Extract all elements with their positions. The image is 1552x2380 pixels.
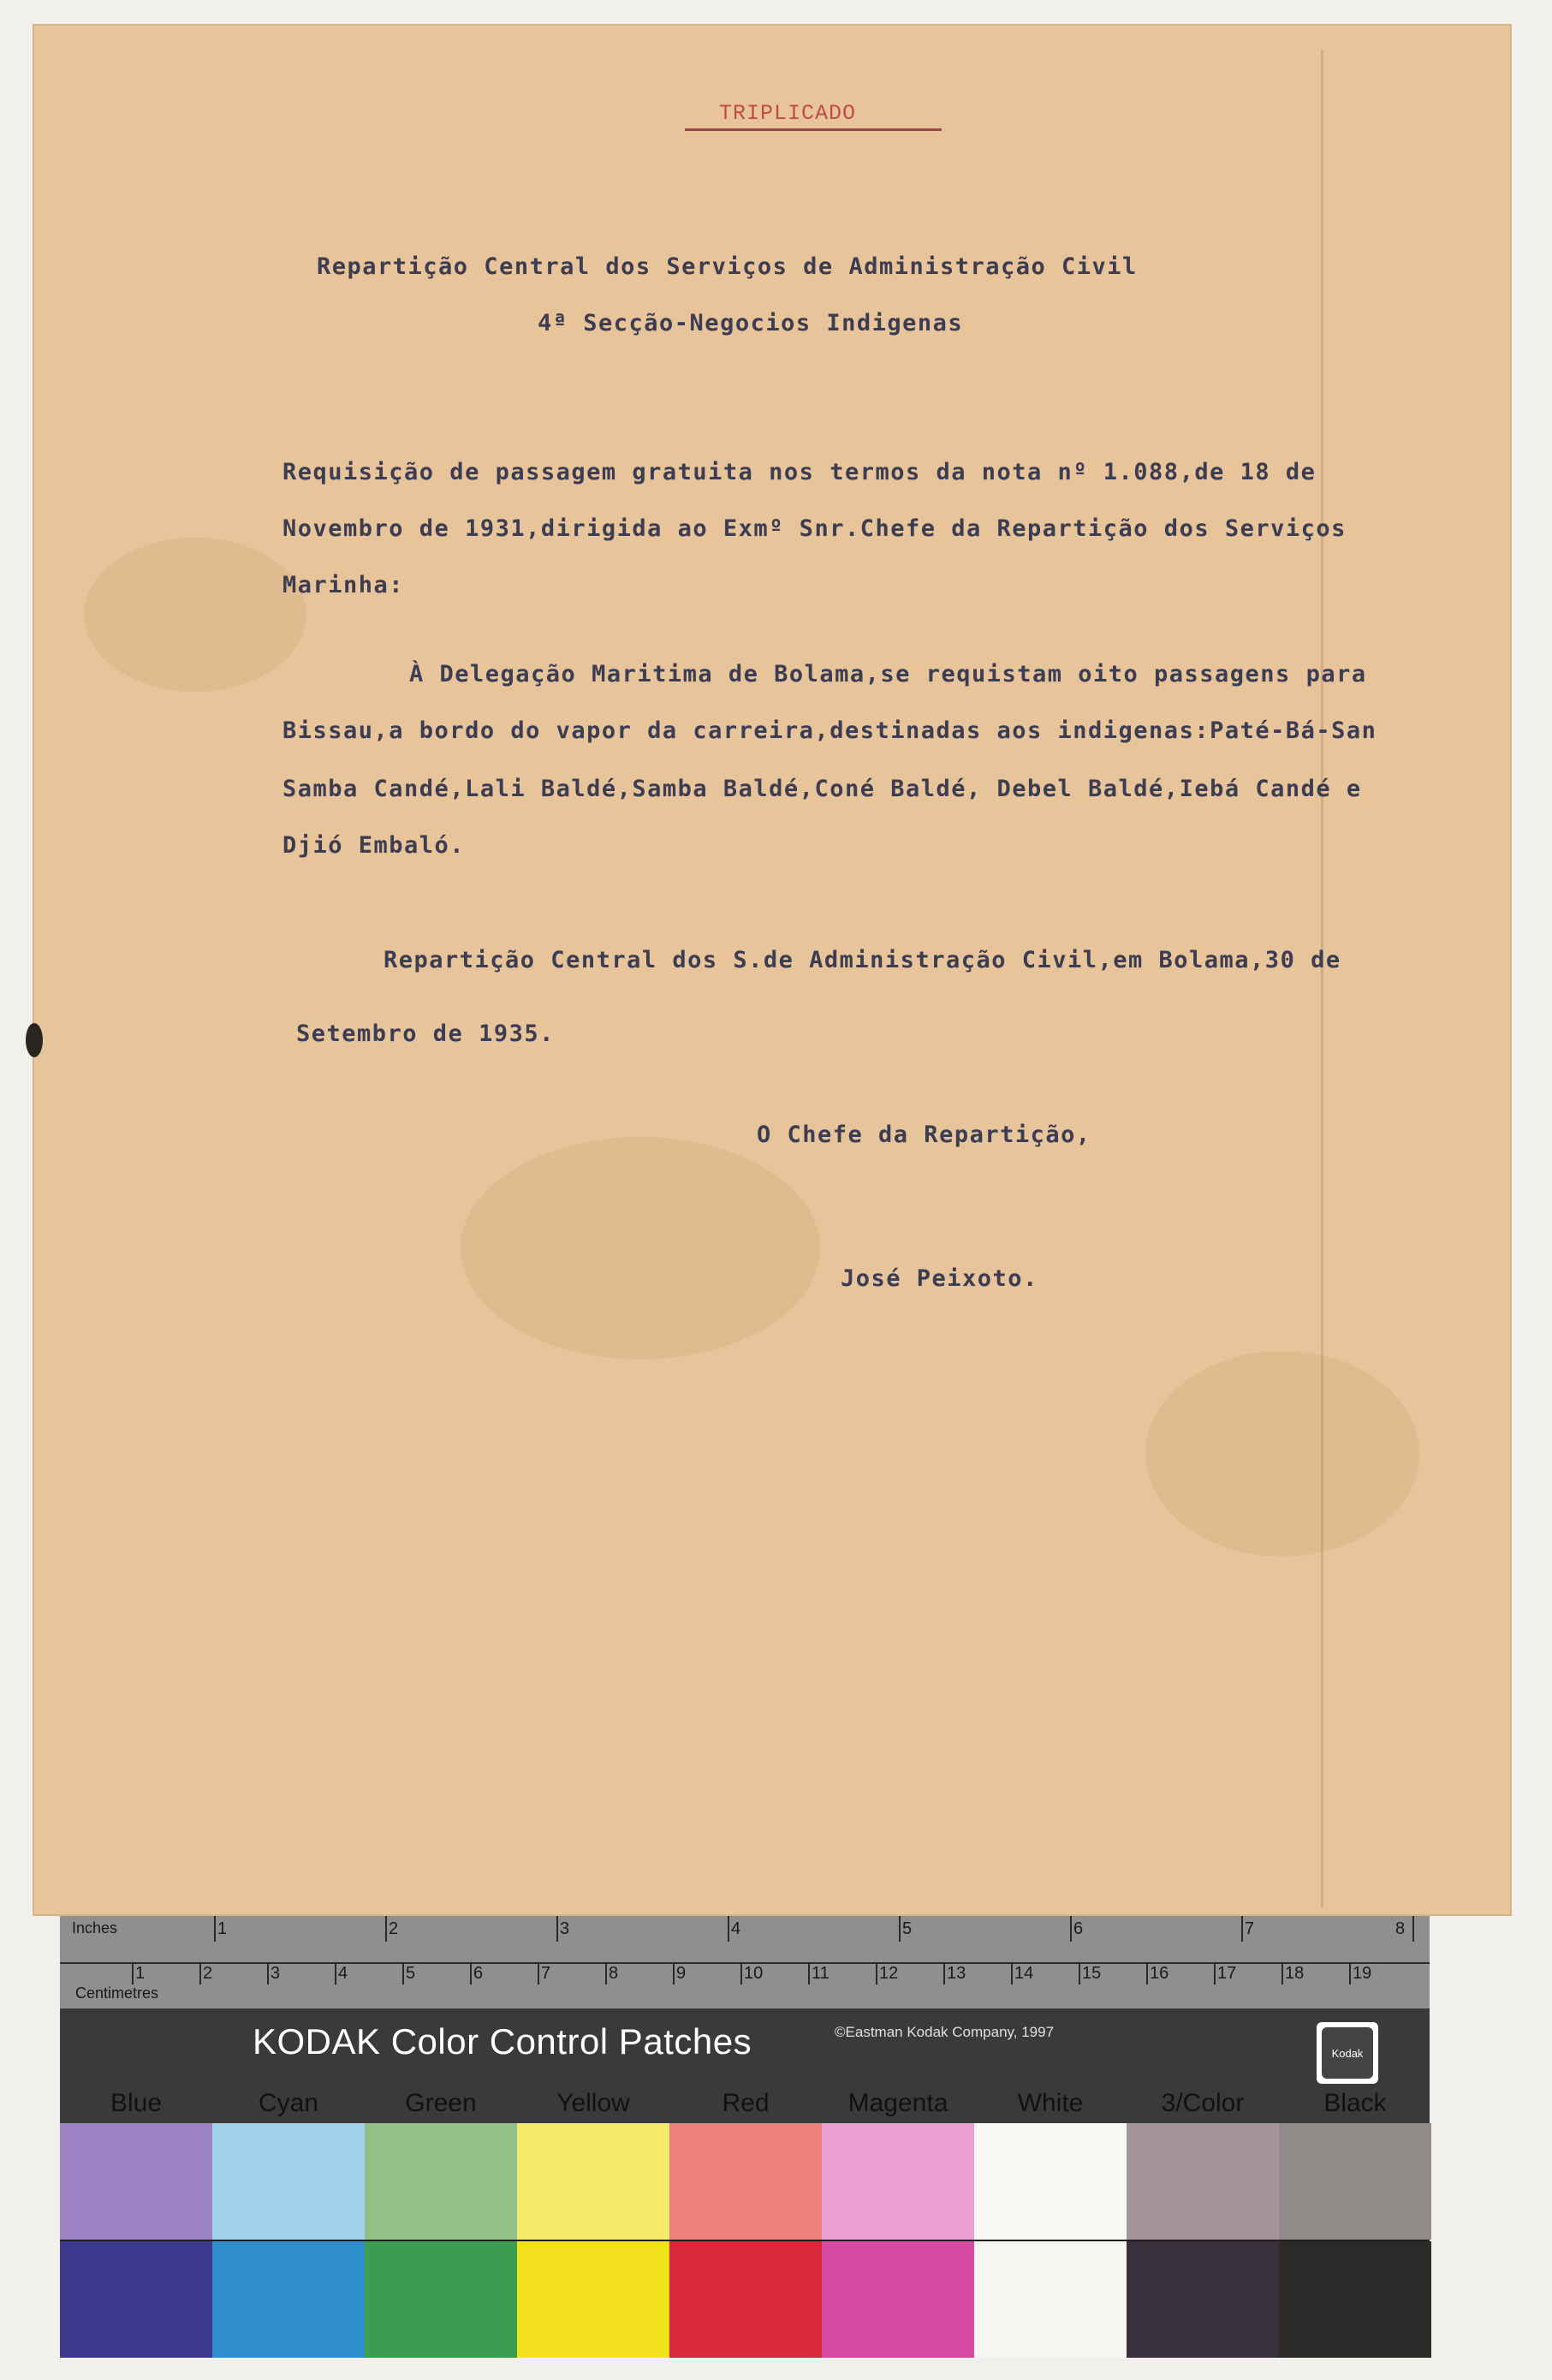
cm-tick bbox=[1011, 1962, 1013, 1984]
cm-mark: 8 bbox=[609, 1964, 619, 1983]
cm-mark: 18 bbox=[1285, 1964, 1305, 1983]
cm-tick bbox=[943, 1962, 945, 1984]
cm-tick bbox=[267, 1962, 269, 1984]
color-patch-dark bbox=[365, 2241, 517, 2358]
color-patch-dark bbox=[669, 2241, 822, 2358]
signature-title: O Chefe da Repartição, bbox=[757, 1122, 1091, 1148]
color-patch-dark bbox=[212, 2241, 365, 2358]
document-header: TRIPLICADO bbox=[719, 101, 857, 126]
color-patch-dark bbox=[974, 2241, 1127, 2358]
paragraph-1-line-1: Requisição de passagem gratuita nos termos da nota nº 1.088,de 18 de bbox=[282, 459, 1317, 485]
inch-mark: 7 bbox=[1245, 1919, 1255, 1938]
cm-tick bbox=[673, 1962, 675, 1984]
cm-mark: 4 bbox=[338, 1964, 348, 1983]
cm-mark: 19 bbox=[1353, 1964, 1372, 1983]
patch-label-red: Red bbox=[722, 2089, 770, 2117]
color-patch-dark bbox=[517, 2241, 669, 2358]
cm-tick bbox=[402, 1962, 404, 1984]
inch-tick bbox=[728, 1916, 729, 1942]
patch-label-3color: 3/Color bbox=[1161, 2089, 1245, 2117]
kodak-title: KODAK Color Control Patches bbox=[253, 2021, 752, 2062]
cm-mark: 14 bbox=[1014, 1964, 1034, 1983]
paper-stain bbox=[461, 1137, 820, 1360]
inch-mark: 1 bbox=[217, 1919, 228, 1938]
cm-mark: 2 bbox=[203, 1964, 213, 1983]
cm-mark: 11 bbox=[812, 1964, 830, 1983]
cm-tick bbox=[1281, 1962, 1283, 1984]
cm-mark: 5 bbox=[406, 1964, 416, 1983]
cm-tick bbox=[876, 1962, 877, 1984]
inch-tick bbox=[1241, 1916, 1243, 1942]
color-patch-light bbox=[669, 2123, 822, 2240]
fold-line bbox=[1321, 50, 1323, 1907]
cm-mark: 9 bbox=[676, 1964, 687, 1983]
color-patch-light bbox=[1127, 2123, 1279, 2240]
place-date-line-2: Setembro de 1935. bbox=[296, 1020, 555, 1047]
inch-mark: 2 bbox=[389, 1919, 399, 1938]
cm-mark: 15 bbox=[1082, 1964, 1102, 1983]
cm-mark: 12 bbox=[879, 1964, 899, 1983]
patch-label-green: Green bbox=[405, 2089, 477, 2117]
color-patch-dark bbox=[1279, 2241, 1431, 2358]
paragraph-1-line-2: Novembro de 1931,dirigida ao Exmº Snr.Chefe da Repartição dos Serviços bbox=[282, 515, 1347, 542]
office-line-1: Repartição Central dos Serviços de Administração Civil bbox=[317, 253, 1138, 280]
office-line-2: 4ª Secção-Negocios Indigenas bbox=[538, 310, 964, 336]
cm-tick bbox=[808, 1962, 810, 1984]
cm-mark: 1 bbox=[135, 1964, 146, 1983]
kodak-logo-icon bbox=[1317, 2022, 1378, 2084]
patch-label-white: White bbox=[1017, 2089, 1084, 2117]
inch-tick bbox=[1412, 1916, 1414, 1942]
cm-tick bbox=[740, 1962, 742, 1984]
cm-mark: 7 bbox=[541, 1964, 551, 1983]
color-patch-light bbox=[212, 2123, 365, 2240]
inch-mark: 8 bbox=[1395, 1919, 1406, 1938]
cm-mark: 10 bbox=[744, 1964, 764, 1983]
patch-label-blue: Blue bbox=[110, 2089, 163, 2117]
patch-label-black: Black bbox=[1323, 2089, 1387, 2117]
cm-tick bbox=[1079, 1962, 1080, 1984]
color-patch-dark bbox=[60, 2241, 212, 2358]
binding-hole bbox=[26, 1023, 43, 1057]
cm-mark: 16 bbox=[1150, 1964, 1169, 1983]
cm-tick bbox=[605, 1962, 607, 1984]
paragraph-2-line-3: Samba Candé,Lali Baldé,Samba Baldé,Coné Baldé, Debel Baldé,Iebá Candé e bbox=[282, 776, 1362, 802]
centimetres-label: Centimetres bbox=[75, 1984, 159, 2002]
inch-mark: 4 bbox=[731, 1919, 741, 1938]
patch-label-magenta: Magenta bbox=[847, 2089, 948, 2117]
paragraph-2-line-1: À Delegação Maritima de Bolama,se requistam oito passagens para bbox=[409, 661, 1367, 687]
cm-mark: 6 bbox=[473, 1964, 484, 1983]
inch-tick bbox=[385, 1916, 387, 1942]
color-patch-light bbox=[60, 2123, 212, 2240]
cm-mark: 17 bbox=[1217, 1964, 1237, 1983]
color-patch-light bbox=[974, 2123, 1127, 2240]
signature-name: José Peixoto. bbox=[841, 1265, 1038, 1292]
patch-label-yellow: Yellow bbox=[556, 2089, 630, 2117]
color-patch-light bbox=[822, 2123, 974, 2240]
inch-tick bbox=[1070, 1916, 1072, 1942]
paragraph-2-line-2: Bissau,a bordo do vapor da carreira,destinadas aos indigenas:Paté-Bá-San bbox=[282, 717, 1377, 744]
paper-stain bbox=[1145, 1351, 1419, 1556]
color-control-target bbox=[60, 1916, 1430, 2325]
ruler bbox=[60, 1916, 1430, 2008]
header-underline bbox=[685, 128, 942, 131]
cm-tick bbox=[132, 1962, 134, 1984]
paper-stain bbox=[84, 538, 306, 692]
color-patch-light bbox=[365, 2123, 517, 2240]
color-patch-dark bbox=[822, 2241, 974, 2358]
kodak-logo-text: Kodak bbox=[1322, 2027, 1373, 2079]
patch-label-cyan: Cyan bbox=[258, 2089, 319, 2117]
inch-tick bbox=[214, 1916, 216, 1942]
cm-tick bbox=[538, 1962, 539, 1984]
inch-mark: 3 bbox=[560, 1919, 570, 1938]
inch-mark: 5 bbox=[902, 1919, 913, 1938]
cm-tick bbox=[1349, 1962, 1351, 1984]
color-patch-dark bbox=[1127, 2241, 1279, 2358]
cm-mark: 13 bbox=[947, 1964, 966, 1983]
cm-tick bbox=[199, 1962, 201, 1984]
paragraph-2-line-4: Djió Embaló. bbox=[282, 832, 466, 859]
kodak-copyright: ©Eastman Kodak Company, 1997 bbox=[835, 2024, 1055, 2040]
inch-mark: 6 bbox=[1073, 1919, 1084, 1938]
color-patch-light bbox=[517, 2123, 669, 2240]
cm-tick bbox=[470, 1962, 472, 1984]
cm-tick bbox=[1214, 1962, 1216, 1984]
paragraph-1-line-3: Marinha: bbox=[282, 572, 405, 598]
cm-tick bbox=[1146, 1962, 1148, 1984]
place-date-line-1: Repartição Central dos S.de Administração Civil,em Bolama,30 de bbox=[384, 947, 1341, 973]
cm-tick bbox=[335, 1962, 336, 1984]
color-patch-light bbox=[1279, 2123, 1431, 2240]
cm-mark: 3 bbox=[271, 1964, 281, 1983]
inches-label: Inches bbox=[72, 1919, 118, 1937]
patch-labels-row bbox=[60, 2085, 1430, 2123]
inch-tick bbox=[556, 1916, 558, 1942]
inch-tick bbox=[899, 1916, 901, 1942]
